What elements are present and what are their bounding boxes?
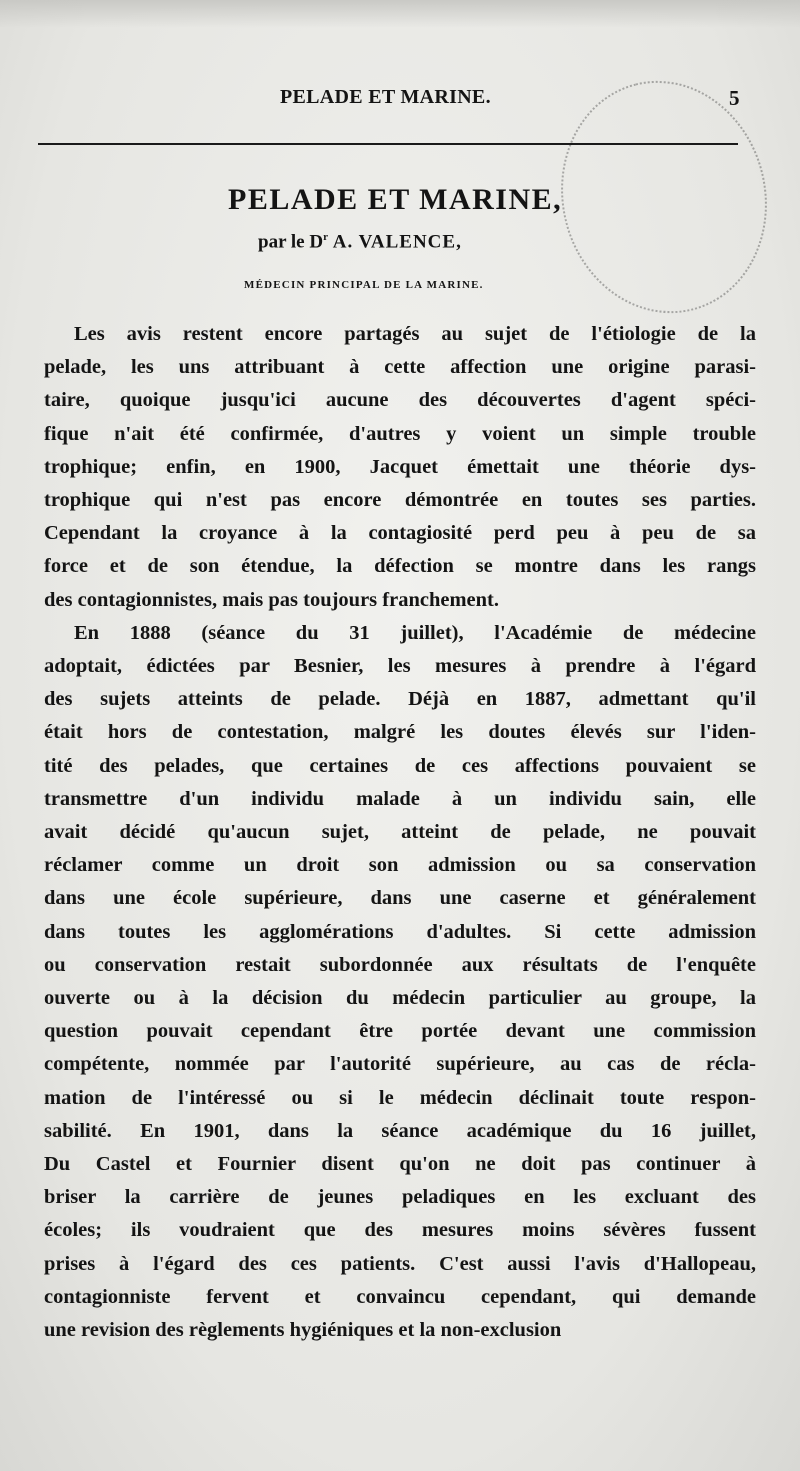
text-line: était hors de contestation, malgré les doutes élevés sur l'iden-	[44, 721, 756, 744]
byline-prefix: par le D	[258, 231, 324, 253]
text-line: des sujets atteints de pelade. Déjà en 1887, admettant qu'il	[44, 688, 756, 711]
text-line: taire, quoique jusqu'ici aucune des découvertes d'agent spéci-	[44, 389, 756, 412]
text-line: Du Castel et Fournier disent qu'on ne doit pas continuer à	[44, 1153, 756, 1176]
text-line: ouverte ou à la décision du médecin particulier au groupe, la	[44, 987, 756, 1010]
text-line: dans une école supérieure, dans une caserne et généralement	[44, 887, 756, 910]
author-name: A. VALENCE,	[332, 231, 462, 253]
byline-sup: r	[323, 231, 328, 243]
text-line: pelade, les uns attribuant à cette affection une origine parasi-	[44, 356, 756, 379]
text-line: fique n'ait été confirmée, d'autres y voient un simple trouble	[44, 422, 756, 445]
text-line: compétente, nommée par l'autorité supérieure, au cas de récla-	[44, 1053, 756, 1076]
text-line: dans toutes les agglomérations d'adultes. Si cette admission	[44, 920, 756, 943]
text-line: briser la carrière de jeunes peladiques en les excluant des	[44, 1186, 756, 1209]
text-line: force et de son étendue, la défection se montre dans les rangs	[44, 555, 756, 578]
text-line: une revision des règlements hygiéniques et la non-exclusion	[44, 1319, 562, 1342]
running-head-title: PELADE ET MARINE.	[280, 86, 491, 108]
page-edge-shadow	[0, 0, 800, 28]
text-line: ou conservation restait subordonnée aux résultats de l'enquête	[44, 953, 756, 976]
text-line: écoles; ils voudraient que des mesures moins sévères fussent	[44, 1219, 756, 1242]
article-title: PELADE ET MARINE,	[228, 183, 563, 216]
text-line: sabilité. En 1901, dans la séance académique du 16 juillet,	[44, 1119, 756, 1142]
text-line: prises à l'égard des ces patients. C'est aussi l'avis d'Hallopeau,	[44, 1252, 756, 1275]
body-text	[44, 318, 756, 1347]
text-line: adoptait, édictées par Besnier, les mesures à prendre à l'égard	[44, 655, 756, 678]
text-line: des contagionnistes, mais pas toujours franchement.	[44, 588, 499, 611]
author-role: MÉDECIN PRINCIPAL DE LA MARINE.	[244, 279, 484, 291]
text-line: question pouvait cependant être portée devant une commission	[44, 1020, 756, 1043]
text-line: trophique qui n'est pas encore démontrée en toutes ses parties.	[44, 489, 756, 512]
text-line: contagionniste fervent et convaincu cependant, qui demande	[44, 1285, 756, 1308]
text-line: En 1888 (séance du 31 juillet), l'Académie de médecine	[74, 621, 756, 644]
byline	[258, 231, 462, 253]
text-line: Cependant la croyance à la contagiosité perd peu à peu de sa	[44, 522, 756, 545]
text-line: réclamer comme un droit son admission ou sa conservation	[44, 854, 756, 877]
text-line: transmettre d'un individu malade à un individu sain, elle	[44, 787, 756, 810]
text-line: tité des pelades, que certaines de ces affections pouvaient se	[44, 754, 756, 777]
text-line: avait décidé qu'aucun sujet, atteint de pelade, ne pouvait	[44, 821, 756, 844]
text-line: Les avis restent encore partagés au sujet de l'étiologie de la	[74, 323, 756, 345]
page-number: 5	[729, 86, 740, 110]
text-line: trophique; enfin, en 1900, Jacquet émettait une théorie dys-	[44, 455, 756, 478]
text-line: mation de l'intéressé ou si le médecin déclinait toute respon-	[44, 1086, 756, 1109]
library-stamp	[537, 59, 792, 335]
